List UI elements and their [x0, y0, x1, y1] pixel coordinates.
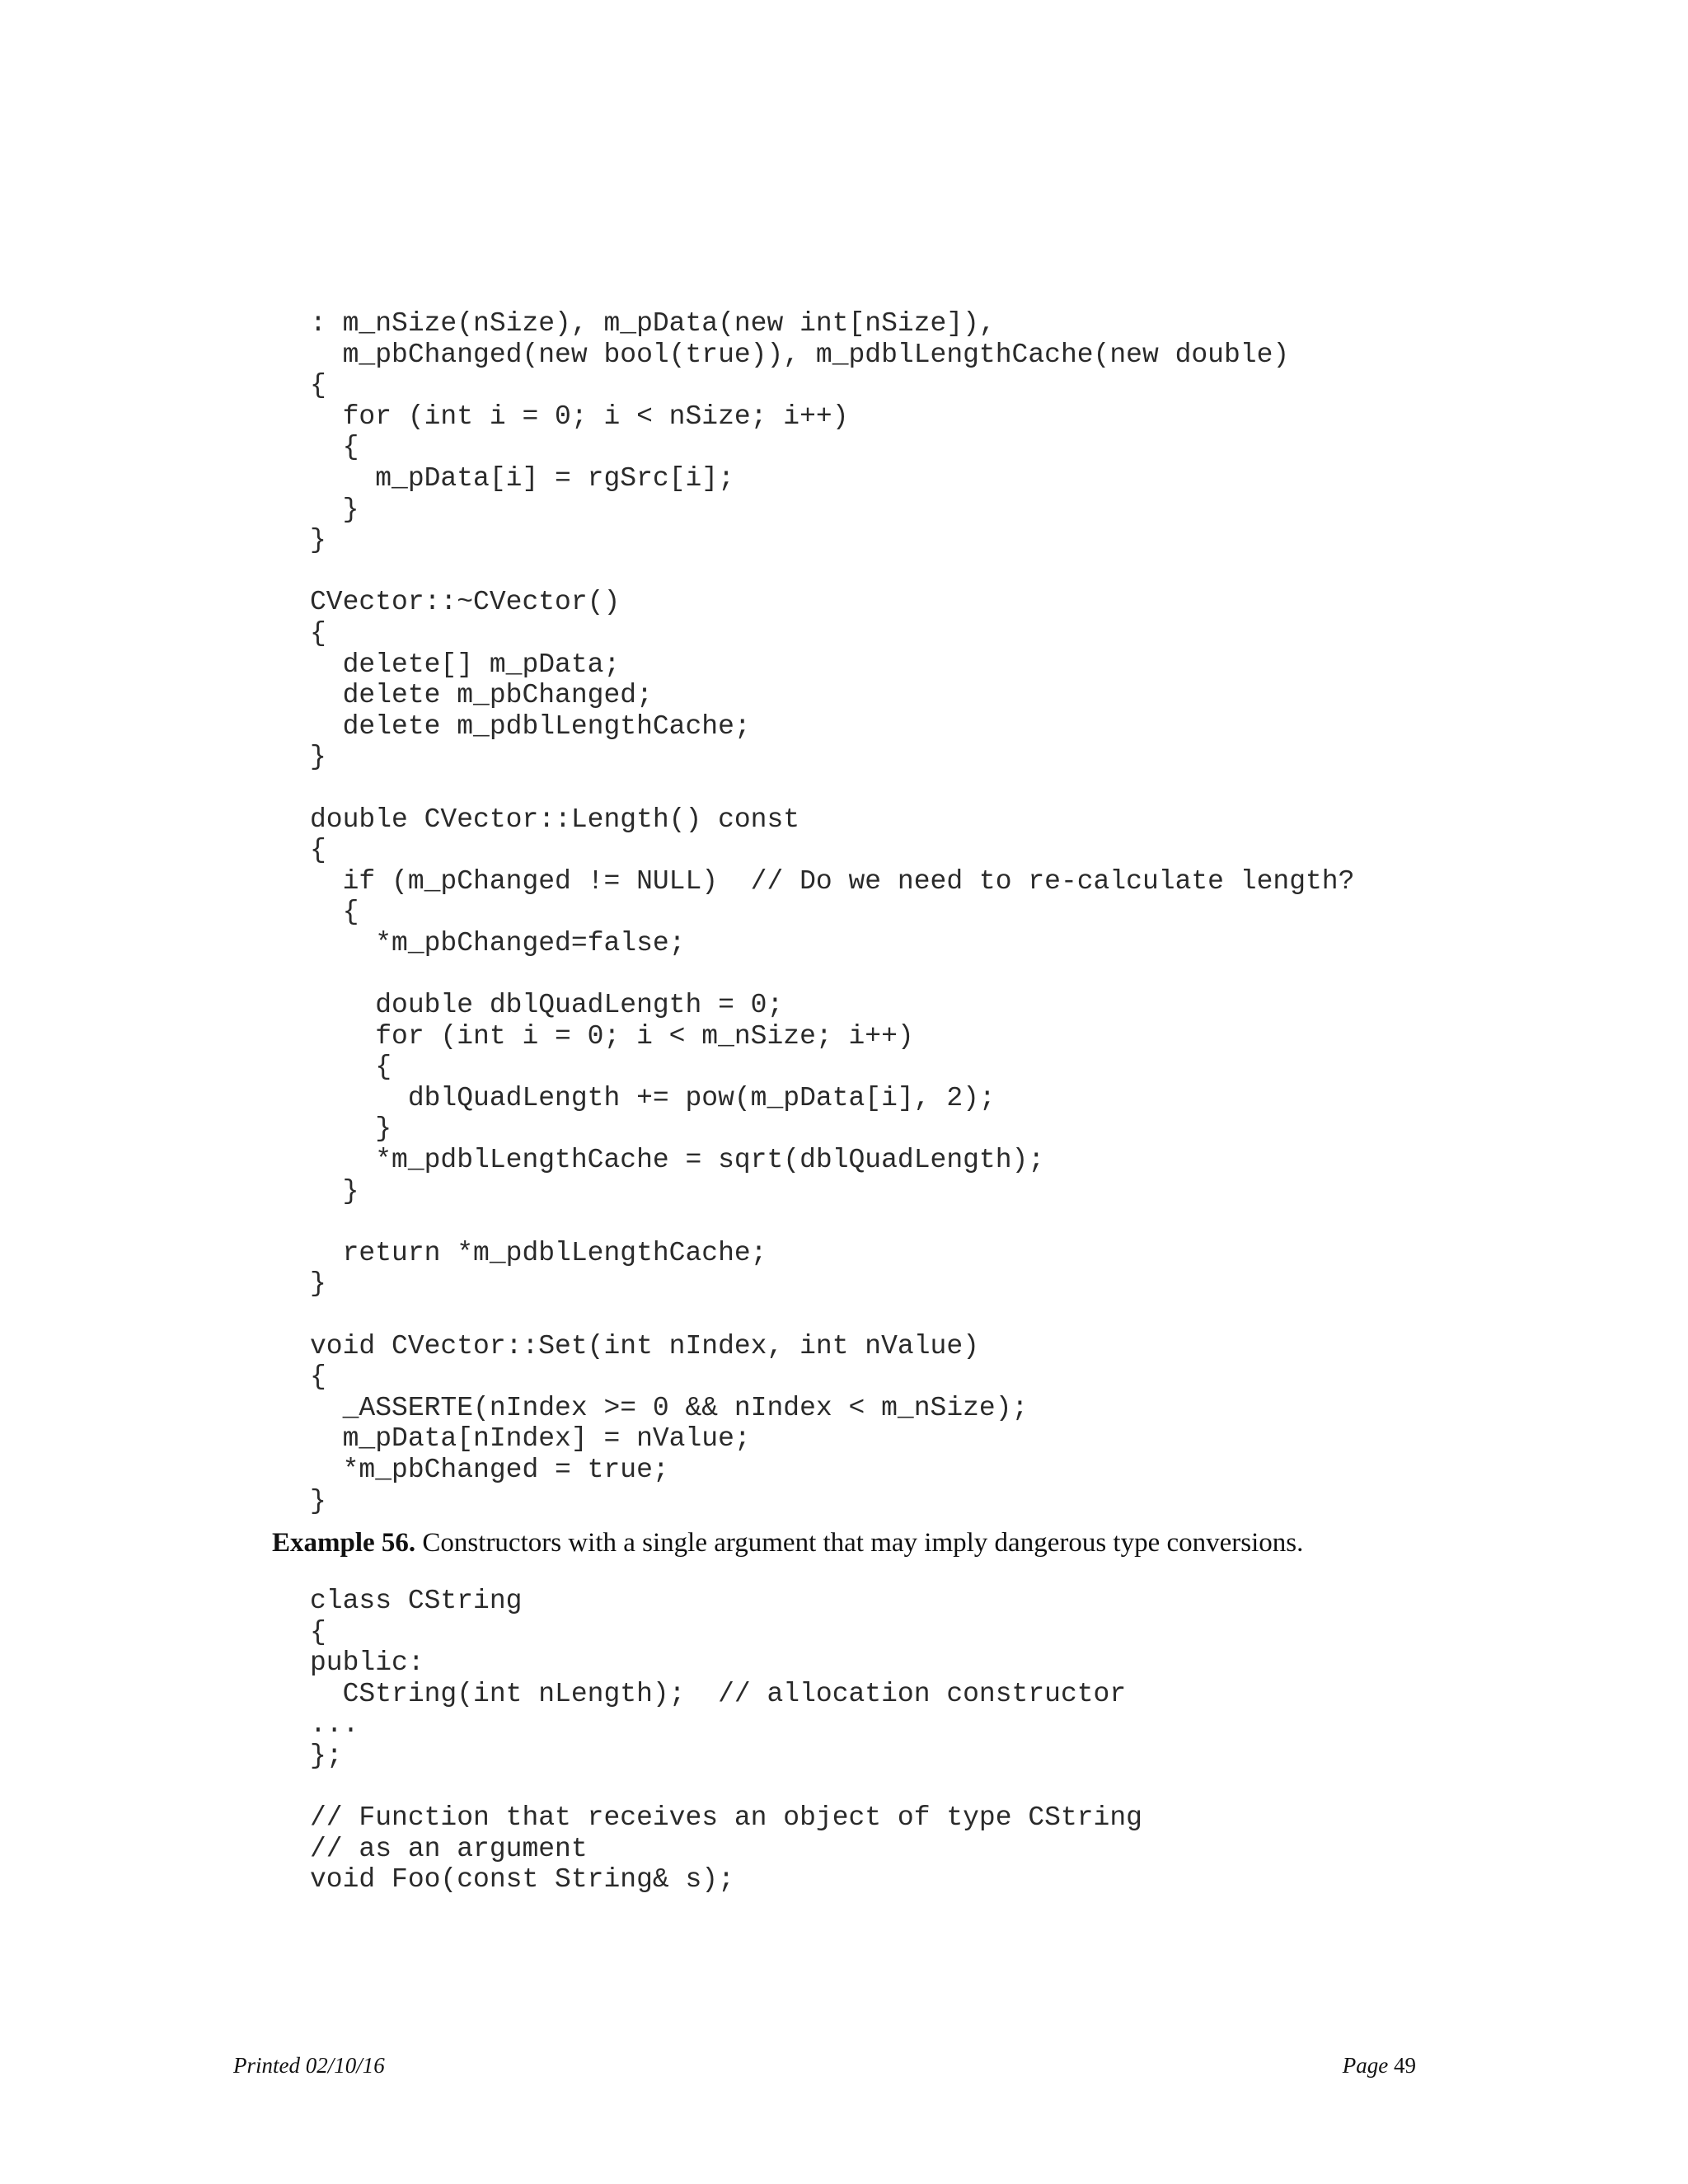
page-number: 49	[1394, 2053, 1416, 2078]
page-word: Page	[1342, 2053, 1389, 2078]
code-listing-cvector: : m_nSize(nSize), m_pData(new int[nSize]), m_pbChanged(new bool(true)), m_pdblLengthCache(new double) { for (int i = 0; i < nSize; i++) { m_pData[i] = rgSrc[i]; } } CVector::~CVector() { delete[] m_pData; delete m_pbChanged; delete m_pdblLengthCache; } double CVector::Length() const { if (m_pChanged != NULL) // Do we need to re-calculate length? { *m_pbChanged=false; double dblQuadLength = 0; for (int i = 0; i < m_nSize; i++) { dblQuadLength += pow(m_pData[i], 2); } *m_pdblLengthCache = sqrt(dblQuadLength); } return *m_pdblLengthCache; } void CVector::Set(int nIndex, int nValue) { _ASSERTE(nIndex >= 0 && nIndex < m_nSize); m_pData[nIndex] = nValue; *m_pbChanged = true; }	[310, 308, 1355, 1516]
code-listing-cstring: class CString { public: CString(int nLength); // allocation constructor ... }; // Function that receives an object of type CString // as an argument void Foo(const String& s);	[310, 1586, 1142, 1896]
example-description: Constructors with a single argument that may imply dangerous type conversions.	[415, 1528, 1304, 1558]
example-label: Example 56.	[272, 1528, 416, 1558]
printed-date: Printed 02/10/16	[233, 2053, 385, 2078]
page-number-footer	[1343, 2052, 1416, 2079]
example-caption	[272, 1526, 1303, 1559]
